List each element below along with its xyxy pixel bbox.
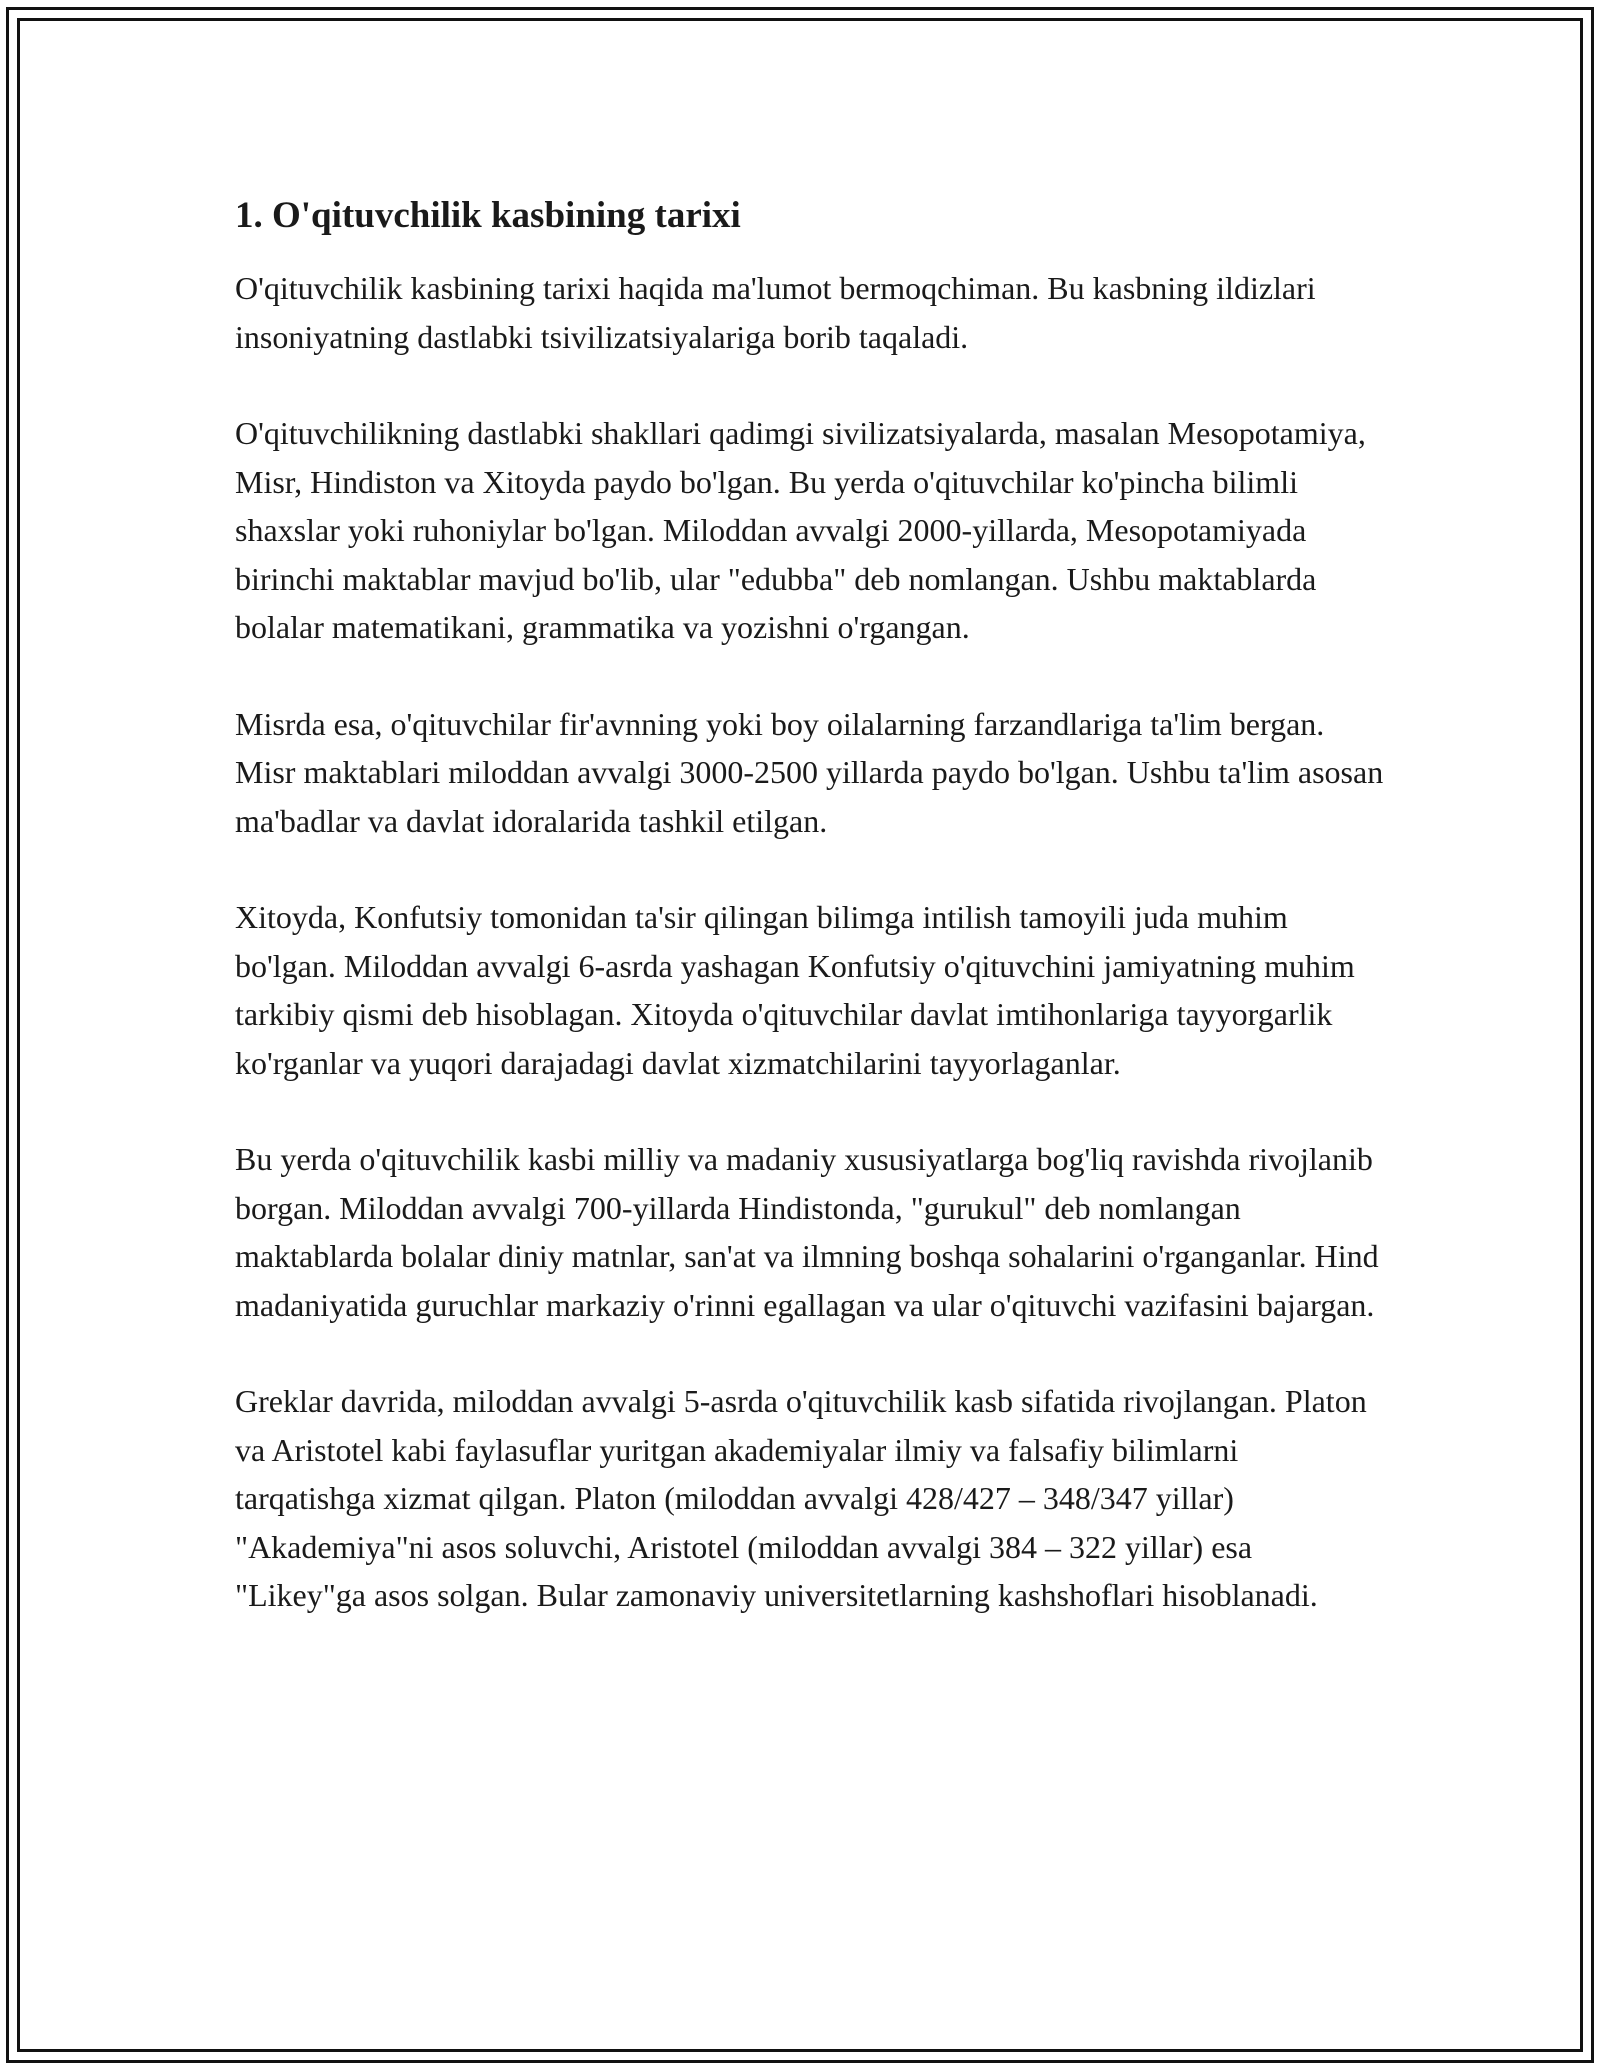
paragraph-5: Bu yerda o'qituvchilik kasbi milliy va madaniy xususiyatlarga bog'liq ravishda rivojlanib borgan. Miloddan avvalgi 700-yillarda Hindistonda, "gurukul" deb nomlangan maktablarda bolalar diniy matnlar, san'at va ilmning boshqa sohalarini o'rganganlar. Hind madaniyatida guruchlar markaziy o'rinni egallagan va ular o'qituvchi vazifasini bajargan. [235, 1141, 1379, 1323]
document-title: 1. O'qituvchilik kasbining tarixi [235, 195, 741, 236]
paragraph-4: Xitoyda, Konfutsiy tomonidan ta'sir qilingan bilimga intilish tamoyili juda muhim bo'lgan. Miloddan avvalgi 6-asrda yashagan Konfutsiy o'qituvchini jamiyatning muhim tarkibiy qismi deb hisoblagan. Xitoyda o'qituvchilar davlat imtihonlariga tayyorgarlik ko'rganlar va yuqori darajadagi davlat xizmatchilarini tayyorlaganlar. [235, 899, 1355, 1081]
paragraph-1: O'qituvchilik kasbining tarixi haqida ma'lumot bermoqchiman. Bu kasbning ildizlari insoniyatning dastlabki tsivilizatsiyalariga borib taqaladi. [235, 270, 1316, 355]
paragraph-6: Greklar davrida, miloddan avvalgi 5-asrda o'qituvchilik kasb sifatida rivojlangan. Platon va Aristotel kabi faylasuflar yuritgan akademiyalar ilmiy va falsafiy bilimlarni tarqatishga xizmat qilgan. Platon (miloddan avvalgi 428/427 – 348/347 yillar) "Akademiya"ni asos soluvchi, Aristotel (miloddan avvalgi 384 – 322 yillar) esa "Likey"ga asos solgan. Bular zamonaviy universitetlarning kashshoflari hisoblanadi. [235, 1383, 1367, 1613]
paragraph-3: Misrda esa, o'qituvchilar fir'avnning yoki boy oilalarning farzandlariga ta'lim bergan. Misr maktablari miloddan avvalgi 3000-2500 yillarda paydo bo'lgan. Ushbu ta'lim asosan ma'badlar va davlat idoralarida tashkil etilgan. [235, 705, 1384, 839]
paragraph-2: O'qituvchilikning dastlabki shakllari qadimgi sivilizatsiyalarda, masalan Mesopotamiya, Misr, Hindiston va Xitoyda paydo bo'lgan. Bu yerda o'qituvchilar ko'pincha bilimli shaxslar yoki ruhoniylar bo'lgan. Miloddan avvalgi 2000-yillarda, Mesopotamiyada birinchi maktablar mavjud bo'lib, ular "edubba" deb nomlangan. Ushbu maktablarda bolalar matematikani, grammatika va yozishni o'rgangan. [235, 415, 1366, 645]
document-body [235, 188, 1385, 1668]
